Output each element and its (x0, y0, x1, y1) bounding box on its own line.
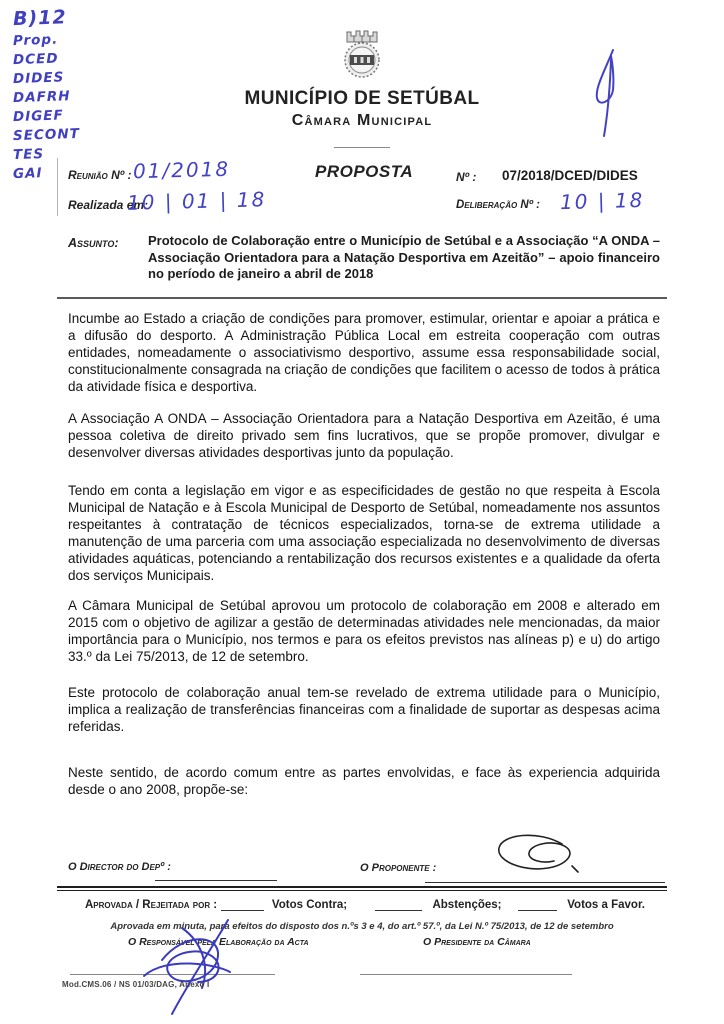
proponente-label: O Proponente : (360, 862, 437, 874)
municipality-title: MUNICÍPIO DE SETÚBAL (244, 88, 480, 109)
proposta-title: PROPOSTA (315, 162, 414, 181)
handwritten-mark-icon (583, 46, 628, 146)
margin-note: DCED (12, 50, 59, 69)
assunto-divider (57, 297, 667, 299)
numero-value: 07/2018/DCED/DIDES (502, 168, 638, 183)
presidente-signature-line (360, 960, 572, 975)
realizada-label: Realizada em: (68, 198, 149, 212)
reuniao-label: Reunião Nº : (68, 168, 132, 182)
title-divider (334, 147, 390, 148)
aprovada-label: Aprovada / Rejeitada por : (85, 899, 218, 911)
aprovada-blank-field (221, 898, 264, 911)
deliberacao-value-handwritten: 10 | 18 (559, 187, 645, 215)
body-paragraph: Neste sentido, de acordo comum entre as partes envolvidas, e face às experiencia adquirida desde o ano 2008, propõe-se: (68, 765, 660, 797)
margin-note: DIDES (12, 69, 65, 88)
director-signature-line (155, 866, 277, 881)
margin-note: DIGEF (12, 107, 65, 126)
margin-note: B)12 (12, 6, 67, 31)
votos-contra-label: Votos Contra; (271, 899, 348, 911)
approval-row (85, 898, 645, 911)
proponente-signature (492, 830, 588, 887)
form-code-footer: Mod.CMS.06 / NS 01/03/DAG, Anexo I (62, 980, 210, 989)
body-paragraph: A Associação A ONDA – Associação Orientadora para a Natação Desportiva em Azeitão, é uma pessoa coletiva de direito privado sem fins lucrativos, que se propõe promover, divulgar e desenvolver diversas atividades desportivas junto da população. (68, 411, 660, 460)
body-paragraph: A Câmara Municipal de Setúbal aprovou um protocolo de colaboração em 2008 e alterado em 2015 com o objetivo de agilizar a gestão de determinadas atividades nele mencionadas, da maior importância para o Município, nos termos e para os efeitos previstos nas alíneas p) e u) do artigo 33.º da Lei 75/2013, de 12 de setembro. (68, 598, 660, 664)
director-label: O Director do Depº : (68, 861, 171, 873)
numero-label: Nº : (456, 170, 477, 184)
margin-note: SECONT (12, 125, 81, 145)
realizada-value-handwritten: 10 | 01 | 18 (126, 187, 267, 215)
deliberacao-label: Deliberação Nº : (456, 199, 540, 211)
assunto-text: Protocolo de Colaboração entre o Município de Setúbal e a Associação “A ONDA – Associação Orientadora para a Natação Desportiva em Azeitão” – apoio financeiro no período de janeiro a abril de 2018 (148, 233, 660, 281)
margin-note: GAI (12, 165, 43, 183)
margin-note: TES (12, 146, 45, 164)
margin-note: Prop. (12, 31, 59, 50)
minuta-note: Aprovada em minuta, para efeitos do disposto dos n.ºs 3 e 4, do art.º 57.º, da Lei N.º 75/2013, de 12 de setembro (110, 921, 614, 932)
reuniao-value-handwritten: 01/2018 (132, 156, 231, 184)
assunto-label: Assunto: (68, 236, 119, 250)
responsavel-signature-scribble (132, 918, 262, 1023)
votos-favor-label: Votos a Favor. (567, 899, 645, 911)
abstencoes-blank-field (518, 898, 558, 911)
responsavel-acta-label: O Responsável pela Elaboração da Acta (128, 936, 309, 948)
margin-note: DAFRH (12, 88, 71, 107)
section-divider-double-line (57, 886, 667, 891)
abstencoes-label: Abstenções; (432, 899, 502, 911)
body-paragraph: Incumbe ao Estado a criação de condições para promover, estimular, orientar e apoiar a prática e a difusão do desporto. A Administração Pública Local em estreita cooperação com outras entidades, nomeadamente o associativismo desportivo, assume essa responsabilidade social, constitucionalmente consagrada na criação de condições que facilitem o acesso de todos à prática da atividade física e desportiva. (68, 311, 660, 394)
body-paragraph: Este protocolo de colaboração anual tem-se revelado de extrema utilidade para o Município, implica a realização de transferências financeiras com a finalidade de suportar as despesas acima referidas. (68, 685, 660, 734)
form-left-border (57, 158, 58, 216)
presidente-camara-label: O Presidente da Câmara (423, 936, 531, 948)
council-subtitle: Câmara Municipal (291, 112, 433, 129)
municipal-coat-of-arms-icon (327, 24, 397, 91)
body-paragraph: Tendo em conta a legislação em vigor e as especificidades de gestão no que respeita à Escola Municipal de Natação e à Escola Municipal de Desporto de Setúbal, nomeadamente nos assuntos respeitantes à contratação de técnicos especializados, torna-se de extrema utilidade a manutenção de uma parceria com uma associação especializada no desenvolvimento de diversas atividades aquáticas, potenciando a rentabilização dos recursos existentes e a qualidade da oferta dos serviços Municipais. (68, 483, 660, 583)
votos-contra-blank-field (375, 898, 422, 911)
